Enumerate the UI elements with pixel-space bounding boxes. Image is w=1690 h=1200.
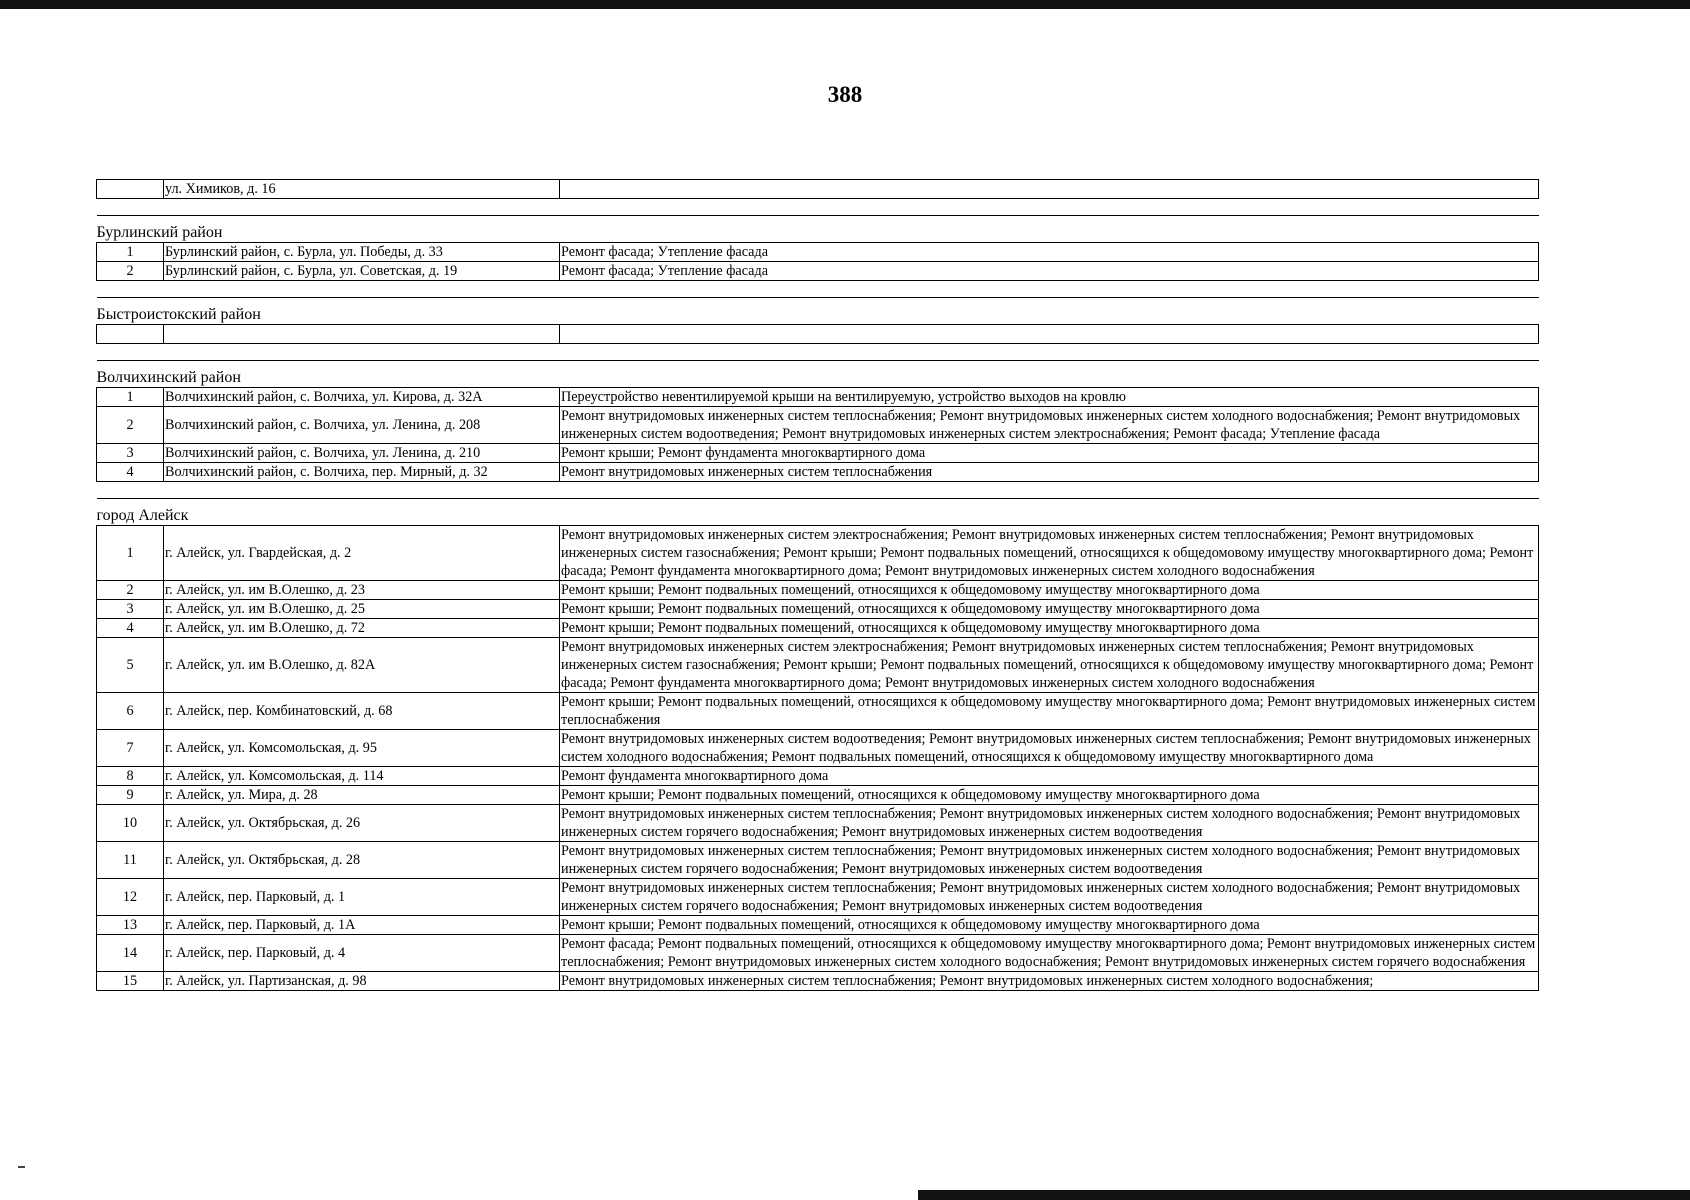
row-address: г. Алейск, ул. Гвардейская, д. 2 — [164, 526, 560, 581]
row-works: Ремонт фундамента многоквартирного дома — [560, 767, 1539, 786]
row-works: Ремонт фасада; Утепление фасада — [560, 262, 1539, 281]
row-works: Ремонт внутридомовых инженерных систем теплоснабжения; Ремонт внутридомовых инженерных систем холодного водоснабжения; Ремонт внутридомовых инженерных систем горячего водоснабжения; Ремонт внутридомовых инженерных систем водоотведения — [560, 842, 1539, 879]
scan-border-top — [0, 0, 1690, 9]
row-address: г. Алейск, ул. им В.Олешко, д. 82А — [164, 638, 560, 693]
row-number: 1 — [97, 526, 164, 581]
row-number: 5 — [97, 638, 164, 693]
row-works: Ремонт крыши; Ремонт подвальных помещений, относящихся к общедомовому имуществу многоквартирного дома — [560, 581, 1539, 600]
row-works: Ремонт внутридомовых инженерных систем электроснабжения; Ремонт внутридомовых инженерных систем теплоснабжения; Ремонт внутридомовых инженерных систем газоснабжения; Ремонт крыши; Ремонт подвальных помещений, относящихся к общедомовому имуществу многоквартирного дома; Ремонт фасада; Ремонт фундамента многоквартирного дома; Ремонт внутридомовых инженерных систем холодного водоснабжения — [560, 526, 1539, 581]
row-works: Ремонт крыши; Ремонт фундамента многоквартирного дома — [560, 444, 1539, 463]
row-address: г. Алейск, пер. Комбинатовский, д. 68 — [164, 693, 560, 730]
row-works: Ремонт крыши; Ремонт подвальных помещений, относящихся к общедомовому имуществу многоквартирного дома — [560, 786, 1539, 805]
row-works — [560, 180, 1539, 199]
district-title: Бурлинский район — [97, 216, 1539, 243]
table-row — [97, 407, 1539, 444]
row-address: Бурлинский район, с. Бурла, ул. Советская, д. 19 — [164, 262, 560, 281]
table-row — [97, 600, 1539, 619]
row-number: 3 — [97, 444, 164, 463]
row-address: г. Алейск, пер. Парковый, д. 1 — [164, 879, 560, 916]
row-number: 11 — [97, 842, 164, 879]
district-title: Волчихинский район — [97, 361, 1539, 388]
row-address: г. Алейск, ул. им В.Олешко, д. 72 — [164, 619, 560, 638]
row-number: 10 — [97, 805, 164, 842]
row-address: г. Алейск, ул. им В.Олешко, д. 25 — [164, 600, 560, 619]
table-row — [97, 388, 1539, 407]
row-address: ул. Химиков, д. 16 — [164, 180, 560, 199]
section-spacer-cell — [97, 281, 1539, 298]
row-address: г. Алейск, ул. Комсомольская, д. 95 — [164, 730, 560, 767]
table-row — [97, 243, 1539, 262]
row-address: Бурлинский район, с. Бурла, ул. Победы, д. 33 — [164, 243, 560, 262]
table-row — [97, 444, 1539, 463]
section-spacer-row — [97, 344, 1539, 361]
row-address: г. Алейск, пер. Парковый, д. 4 — [164, 935, 560, 972]
row-works — [560, 325, 1539, 344]
district-header-row — [97, 298, 1539, 325]
section-spacer-row — [97, 199, 1539, 216]
scan-artifact — [18, 1166, 25, 1168]
row-number: 9 — [97, 786, 164, 805]
row-number: 7 — [97, 730, 164, 767]
row-address: Волчихинский район, с. Волчиха, ул. Кирова, д. 32А — [164, 388, 560, 407]
row-address: г. Алейск, ул. Мира, д. 28 — [164, 786, 560, 805]
row-address — [164, 325, 560, 344]
district-header-row — [97, 499, 1539, 526]
row-address: г. Алейск, ул. Октябрьская, д. 28 — [164, 842, 560, 879]
row-number: 6 — [97, 693, 164, 730]
scan-border-bottom — [918, 1190, 1690, 1200]
row-works: Ремонт внутридомовых инженерных систем теплоснабжения; Ремонт внутридомовых инженерных систем холодного водоснабжения; Ремонт внутридомовых инженерных систем горячего водоснабжения; Ремонт внутридомовых инженерных систем водоотведения — [560, 805, 1539, 842]
row-number: 14 — [97, 935, 164, 972]
row-address: г. Алейск, ул. Октябрьская, д. 26 — [164, 805, 560, 842]
row-number: 2 — [97, 581, 164, 600]
row-works: Ремонт крыши; Ремонт подвальных помещений, относящихся к общедомовому имуществу многоквартирного дома; Ремонт внутридомовых инженерных систем теплоснабжения — [560, 693, 1539, 730]
row-address: г. Алейск, ул. Комсомольская, д. 114 — [164, 767, 560, 786]
row-address: Волчихинский район, с. Волчиха, пер. Мирный, д. 32 — [164, 463, 560, 482]
table-body — [97, 180, 1539, 991]
row-address: Волчихинский район, с. Волчиха, ул. Ленина, д. 208 — [164, 407, 560, 444]
district-title: Быстроистокский район — [97, 298, 1539, 325]
section-spacer-row — [97, 482, 1539, 499]
table-row — [97, 730, 1539, 767]
repair-program-table — [96, 179, 1539, 991]
table-row — [97, 638, 1539, 693]
table-row — [97, 972, 1539, 991]
table-row — [97, 693, 1539, 730]
row-number: 12 — [97, 879, 164, 916]
table-row — [97, 916, 1539, 935]
table-row — [97, 180, 1539, 199]
row-address: г. Алейск, ул. им В.Олешко, д. 23 — [164, 581, 560, 600]
row-number: 2 — [97, 407, 164, 444]
row-works: Переустройство невентилируемой крыши на вентилируемую, устройство выходов на кровлю — [560, 388, 1539, 407]
row-works: Ремонт внутридомовых инженерных систем теплоснабжения; Ремонт внутридомовых инженерных систем холодного водоснабжения; Ремонт внутридомовых инженерных систем водоотведения; Ремонт внутридомовых инженерных систем электроснабжения; Ремонт фасада; Утепление фасада — [560, 407, 1539, 444]
table-row — [97, 879, 1539, 916]
row-works: Ремонт внутридомовых инженерных систем теплоснабжения; Ремонт внутридомовых инженерных систем холодного водоснабжения; — [560, 972, 1539, 991]
row-works: Ремонт фасада; Ремонт подвальных помещений, относящихся к общедомовому имуществу многоквартирного дома; Ремонт внутридомовых инженерных систем теплоснабжения; Ремонт внутридомовых инженерных систем холодного водоснабжения; Ремонт внутридомовых инженерных систем горячего водоснабжения — [560, 935, 1539, 972]
table-row — [97, 767, 1539, 786]
row-address: г. Алейск, пер. Парковый, д. 1А — [164, 916, 560, 935]
row-number: 1 — [97, 388, 164, 407]
table-row — [97, 325, 1539, 344]
row-works: Ремонт фасада; Утепление фасада — [560, 243, 1539, 262]
table-row — [97, 786, 1539, 805]
row-works: Ремонт крыши; Ремонт подвальных помещений, относящихся к общедомовому имуществу многоквартирного дома — [560, 619, 1539, 638]
row-number: 13 — [97, 916, 164, 935]
row-number: 4 — [97, 619, 164, 638]
row-works: Ремонт внутридомовых инженерных систем электроснабжения; Ремонт внутридомовых инженерных систем теплоснабжения; Ремонт внутридомовых инженерных систем газоснабжения; Ремонт крыши; Ремонт подвальных помещений, относящихся к общедомовому имуществу многоквартирного дома; Ремонт фасада; Ремонт фундамента многоквартирного дома; Ремонт внутридомовых инженерных систем холодного водоснабжения — [560, 638, 1539, 693]
row-number: 3 — [97, 600, 164, 619]
row-works: Ремонт крыши; Ремонт подвальных помещений, относящихся к общедомовому имуществу многоквартирного дома — [560, 600, 1539, 619]
row-works: Ремонт крыши; Ремонт подвальных помещений, относящихся к общедомовому имуществу многоквартирного дома — [560, 916, 1539, 935]
row-number: 15 — [97, 972, 164, 991]
row-works: Ремонт внутридомовых инженерных систем теплоснабжения — [560, 463, 1539, 482]
row-number: 8 — [97, 767, 164, 786]
row-number — [97, 180, 164, 199]
section-spacer-row — [97, 281, 1539, 298]
section-spacer-cell — [97, 482, 1539, 499]
table-row — [97, 581, 1539, 600]
row-address: Волчихинский район, с. Волчиха, ул. Ленина, д. 210 — [164, 444, 560, 463]
row-number: 2 — [97, 262, 164, 281]
district-header-row — [97, 216, 1539, 243]
page-number: 388 — [827, 82, 863, 107]
district-header-row — [97, 361, 1539, 388]
row-works: Ремонт внутридомовых инженерных систем водоотведения; Ремонт внутридомовых инженерных систем теплоснабжения; Ремонт внутридомовых инженерных систем холодного водоснабжения; Ремонт подвальных помещений, относящихся к общедомовому имуществу многоквартирного дома — [560, 730, 1539, 767]
table-row — [97, 935, 1539, 972]
table-row — [97, 842, 1539, 879]
row-address: г. Алейск, ул. Партизанская, д. 98 — [164, 972, 560, 991]
table-row — [97, 619, 1539, 638]
row-works: Ремонт внутридомовых инженерных систем теплоснабжения; Ремонт внутридомовых инженерных систем холодного водоснабжения; Ремонт внутридомовых инженерных систем горячего водоснабжения; Ремонт внутридомовых инженерных систем водоотведения — [560, 879, 1539, 916]
table-row — [97, 805, 1539, 842]
row-number: 4 — [97, 463, 164, 482]
section-spacer-cell — [97, 344, 1539, 361]
table-row — [97, 262, 1539, 281]
table-row — [97, 463, 1539, 482]
row-number — [97, 325, 164, 344]
district-title: город Алейск — [97, 499, 1539, 526]
row-number: 1 — [97, 243, 164, 262]
section-spacer-cell — [97, 199, 1539, 216]
table-row — [97, 526, 1539, 581]
